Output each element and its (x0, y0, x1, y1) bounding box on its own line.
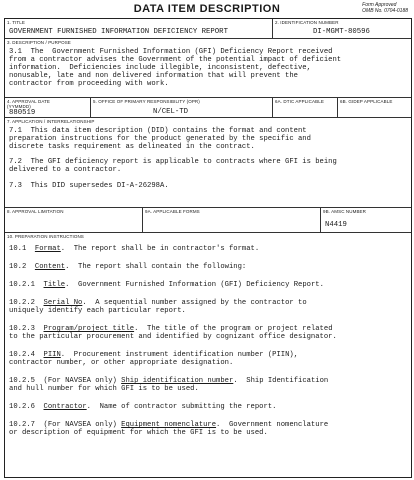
item-title: Ship identification number (121, 377, 234, 385)
item-text: . The report shall be in contractor's format. (60, 245, 260, 253)
approval-limitation-label: 8. APPROVAL LIMITATION (7, 209, 64, 214)
application-line: delivered to a contractor. (9, 166, 122, 174)
description-line: information. Deficiencies include illegible, inconsistent, defective, (9, 64, 311, 72)
identification-number-value: DI-MGMT-80596 (313, 28, 370, 36)
application-line: 7.3 This DID supersedes DI-A-26298A. (9, 182, 169, 190)
application-line: preparation instructions for the product generated by the specific and (9, 135, 311, 143)
instruction-equipment-cont: or description of equipment for which the GFI is to be used. (9, 429, 268, 437)
block-amsc-number (321, 208, 411, 232)
omb-number: OMB No. 0704-0188 (362, 8, 408, 14)
item-title: Serial No (43, 299, 83, 307)
approval-date-label-line: 4. APPROVAL DATE (7, 99, 51, 104)
row-title (5, 19, 411, 39)
block-gidep-applicable (338, 98, 411, 117)
block-preparation-instructions (5, 233, 411, 479)
item-text: . A sequential number assigned by the contractor to (82, 299, 307, 307)
instruction-piin-cont: contractor number, or other appropriate designation. (9, 359, 234, 367)
item-text: . The report shall contain the following: (65, 263, 247, 271)
block-approval-date (5, 98, 91, 117)
item-number: 10.1 (9, 245, 35, 253)
application-line: discrete tasks requirement as delineated in the contract. (9, 143, 255, 151)
approval-date-value: 880519 (9, 109, 36, 117)
row-approval (5, 98, 411, 118)
form-approval-note (362, 2, 408, 14)
gidep-applicable-label: 6B. GIDEP APPLICABLE (340, 99, 393, 104)
item-qualifier: (For NAVSEA only) (43, 421, 122, 429)
item-text: . Government nomenclature (216, 421, 329, 429)
block-dtic-applicable (273, 98, 338, 117)
description-line: from a contractor advises the Government of the potential impact of deficient (9, 56, 342, 64)
amsc-number-value: N4419 (325, 221, 347, 229)
application-label: 7. APPLICATION / INTERRELATIONSHIP (7, 119, 95, 124)
title-label: 1. TITLE (7, 20, 25, 25)
block-identification-number (273, 19, 411, 38)
form-approved-label: Form Approved (362, 2, 397, 8)
block-opr (91, 98, 273, 117)
row-limitation (5, 208, 411, 233)
instruction-title (9, 281, 324, 289)
applicable-forms-label: 9A. APPLICABLE FORMS (145, 209, 200, 214)
item-title: Format (34, 245, 61, 253)
instruction-format (9, 245, 259, 253)
item-number: 10.2.4 (9, 351, 44, 359)
instruction-serial-no-cont: uniquely identify each particular report. (9, 307, 186, 315)
preparation-instructions-label: 10. PREPARATION INSTRUCTIONS (7, 234, 84, 239)
item-number: 10.2 (9, 263, 35, 271)
item-number: 10.2.5 (9, 377, 44, 385)
item-title: Program/project title (43, 325, 135, 333)
item-number: 10.2.6 (9, 403, 44, 411)
title-value: GOVERNMENT FURNISHED INFORMATION DEFICIENCY REPORT (9, 28, 228, 36)
item-title: Title (43, 281, 66, 289)
form-title: DATA ITEM DESCRIPTION (133, 3, 281, 15)
block-description (5, 39, 411, 98)
block-applicable-forms (143, 208, 321, 232)
approval-date-format: (YYMMDD) (7, 104, 31, 109)
application-line: 7.1 This data item description (DID) contains the format and content (9, 127, 307, 135)
item-text: . Government Furnished Information (GFI) Deficiency Report. (65, 281, 324, 289)
form-header (0, 0, 414, 18)
item-title: Contractor (43, 403, 87, 411)
description-line: nonusable, late and non delivered information that will prevent the (9, 72, 298, 80)
item-number: 10.2.2 (9, 299, 44, 307)
form-frame (4, 18, 412, 478)
dtic-applicable-label: 6A. DTIC APPLICABLE (275, 99, 324, 104)
description-line: contractor from proceeding with work. (9, 80, 169, 88)
item-title: Equipment nomenclature (121, 421, 217, 429)
item-text: . Procurement instrument identification number (PIIN), (60, 351, 299, 359)
approval-date-label (7, 99, 50, 109)
instruction-ship-id-cont: and hull number for which GFI is to be used. (9, 385, 199, 393)
item-qualifier: (For NAVSEA only) (43, 377, 122, 385)
instruction-program-title-cont: to the particular procurement and identified by cognizant office designator. (9, 333, 337, 341)
instruction-content (9, 263, 246, 271)
description-line: 3.1 The Government Furnished Information (GFI) Deficiency Report received (9, 48, 333, 56)
amsc-number-label: 9B. AMSC NUMBER (323, 209, 367, 214)
instruction-contractor (9, 403, 276, 411)
item-title: Content (34, 263, 66, 271)
opr-value: N/CEL-TD (153, 108, 189, 116)
opr-label: 5. OFFICE OF PRIMARY RESPONSIBILITY (OPR) (93, 99, 200, 104)
item-text: . Ship Identification (233, 377, 329, 385)
block-approval-limitation (5, 208, 143, 232)
block-application (5, 118, 411, 208)
item-title: PIIN (43, 351, 61, 359)
item-text: . Name of contractor submitting the report. (86, 403, 277, 411)
item-number: 10.2.7 (9, 421, 44, 429)
item-text: . The title of the program or project related (134, 325, 333, 333)
item-number: 10.2.1 (9, 281, 44, 289)
application-line: 7.2 The GFI deficiency report is applicable to contracts where GFI is being (9, 158, 337, 166)
description-label: 3. DESCRIPTION / PURPOSE (7, 40, 71, 45)
identification-number-label: 2. IDENTIFICATION NUMBER (275, 20, 339, 25)
block-title (5, 19, 273, 38)
item-number: 10.2.3 (9, 325, 44, 333)
